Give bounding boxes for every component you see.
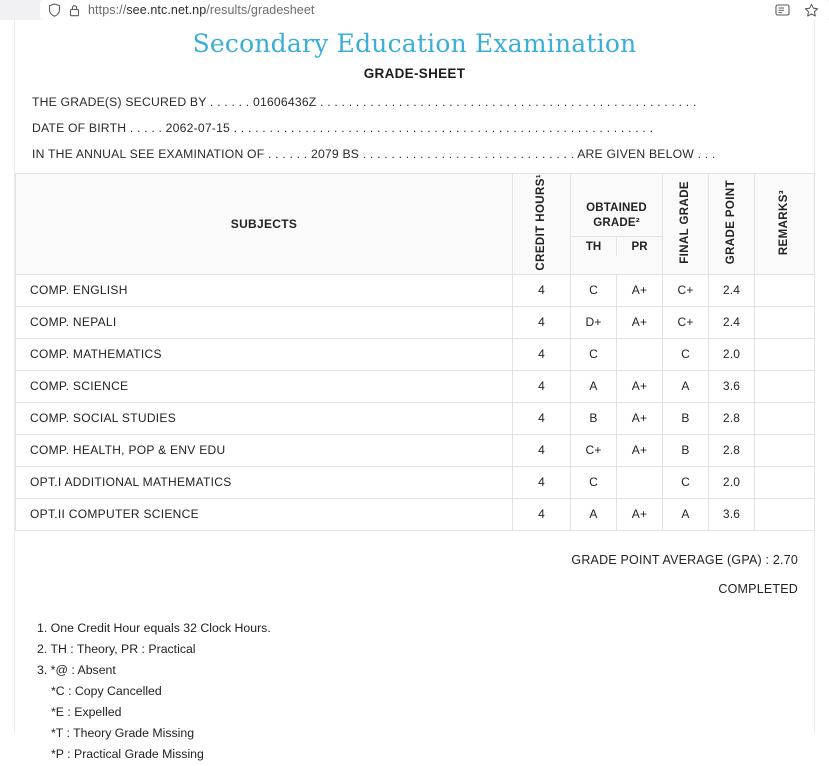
cell-remarks [755,338,815,370]
cell-point: 3.6 [709,370,755,402]
footnote-3: 3. *@ : Absent [37,662,116,677]
cell-th: B [571,402,617,434]
url-text[interactable]: https://see.ntc.net.np/results/gradesheet [88,3,315,17]
cell-subject: OPT.I ADDITIONAL MATHEMATICS [16,466,513,498]
header-credit-hours-label: CREDIT HOURS¹ [535,174,548,271]
lock-icon[interactable] [69,4,80,17]
table-row [16,466,815,498]
student-info-block [15,95,814,161]
table-row [16,402,815,434]
cell-remarks [755,274,815,306]
header-remarks-label: REMARKS³ [778,189,791,255]
info-line-date-of-birth: DATE OF BIRTH . . . . . 2062-07-15 . . . . . . . . . . . . . . . . . . . . . . . . . . . . . . . . . . . . . . . . . . . . . . . . . . . . . . . . . . . [32,121,654,135]
cell-pr: A+ [617,306,663,338]
header-subjects: SUBJECTS [16,174,513,275]
header-grade-point [709,174,755,275]
cell-final: A [663,370,709,402]
table-row [16,274,815,306]
cell-credit: 4 [513,370,571,402]
cell-pr: A+ [617,274,663,306]
address-bar[interactable] [40,0,829,20]
cell-th: A [571,370,617,402]
header-final-grade [663,174,709,275]
table-row [16,434,815,466]
cell-credit: 4 [513,402,571,434]
cell-final: C+ [663,306,709,338]
status-badge: COMPLETED [718,581,798,596]
cell-final: C [663,338,709,370]
shield-icon[interactable] [48,3,61,17]
header-th: TH [571,237,617,256]
cell-final: A [663,498,709,530]
info-line-grades-secured-by: THE GRADE(S) SECURED BY . . . . . . 01606436Z . . . . . . . . . . . . . . . . . . . . . . . . . . . . . . . . . . . . . . . . . . . . . . . . . . . . . [32,95,697,109]
cell-remarks [755,434,815,466]
cell-pr [617,466,663,498]
header-grade-point-label: GRADE POINT [725,180,738,265]
cell-th: C [571,338,617,370]
cell-pr: A+ [617,434,663,466]
page-title: Secondary Education Examination [192,29,637,58]
cell-final: C [663,466,709,498]
cell-pr: A+ [617,370,663,402]
cell-remarks [755,498,815,530]
header-obtained-subcolumns [571,236,662,256]
cell-subject: OPT.II COMPUTER SCIENCE [16,498,513,530]
star-icon[interactable] [804,3,819,17]
header-pr: PR [631,241,648,254]
cell-credit: 4 [513,306,571,338]
cell-point: 2.8 [709,402,755,434]
header-obtained-grade-label: OBTAINED GRADE² [586,202,647,229]
cell-point: 3.6 [709,498,755,530]
cell-credit: 4 [513,338,571,370]
cell-subject: COMP. ENGLISH [16,274,513,306]
footnote-3-copy-cancelled: *C : Copy Cancelled [51,683,162,698]
gradesheet [14,20,815,762]
cell-remarks [755,370,815,402]
cell-point: 2.0 [709,338,755,370]
document-viewport [0,20,829,762]
gpa-line: GRADE POINT AVERAGE (GPA) : 2.70 [571,552,798,567]
footnote-3-expelled: *E : Expelled [51,705,122,720]
cell-credit: 4 [513,498,571,530]
header-obtained-grade [571,174,663,275]
cell-subject: COMP. SCIENCE [16,370,513,402]
cell-point: 2.0 [709,466,755,498]
cell-th: C [571,466,617,498]
cell-th: C [571,274,617,306]
cell-point: 2.4 [709,274,755,306]
footnote-2: 2. TH : Theory, PR : Practical [37,641,196,656]
grades-table [15,173,815,531]
table-header-row [16,174,815,275]
grades-table-body [16,274,815,530]
table-row [16,306,815,338]
cell-th: C+ [571,434,617,466]
footnote-1: 1. One Credit Hour equals 32 Clock Hours. [37,620,271,635]
cell-credit: 4 [513,466,571,498]
cell-subject: COMP. SOCIAL STUDIES [16,402,513,434]
cell-pr: A+ [617,498,663,530]
header-final-grade-label: FINAL GRADE [679,180,692,264]
cell-point: 2.8 [709,434,755,466]
cell-remarks [755,402,815,434]
cell-th: D+ [571,306,617,338]
address-bar-actions [775,0,819,20]
cell-credit: 4 [513,274,571,306]
cell-pr: A+ [617,402,663,434]
cell-final: B [663,402,709,434]
footnote-3-theory-missing: *T : Theory Grade Missing [51,726,195,741]
table-row [16,370,815,402]
cell-point: 2.4 [709,306,755,338]
table-row [16,338,815,370]
footnotes [15,618,814,766]
reader-view-icon[interactable] [775,3,790,17]
header-remarks [755,174,815,275]
cell-subject: COMP. HEALTH, POP & ENV EDU [16,434,513,466]
browser-url-bar [0,0,829,21]
footnote-3-practical-missing: *P : Practical Grade Missing [51,747,204,762]
header-credit-hours [513,174,571,275]
cell-subject: COMP. NEPALI [16,306,513,338]
cell-subject: COMP. MATHEMATICS [16,338,513,370]
cell-final: C+ [663,274,709,306]
summary-block [15,553,814,596]
cell-pr [617,338,663,370]
info-line-examination-year: IN THE ANNUAL SEE EXAMINATION OF . . . . . . 2079 BS . . . . . . . . . . . . . . . . . . . . . . . . . . . . . . ARE GIVEN BELOW . . . [32,147,716,161]
page-subtitle: GRADE-SHEET [363,66,466,81]
table-row [16,498,815,530]
cell-th: A [571,498,617,530]
cell-credit: 4 [513,434,571,466]
cell-remarks [755,306,815,338]
cell-remarks [755,466,815,498]
cell-final: B [663,434,709,466]
